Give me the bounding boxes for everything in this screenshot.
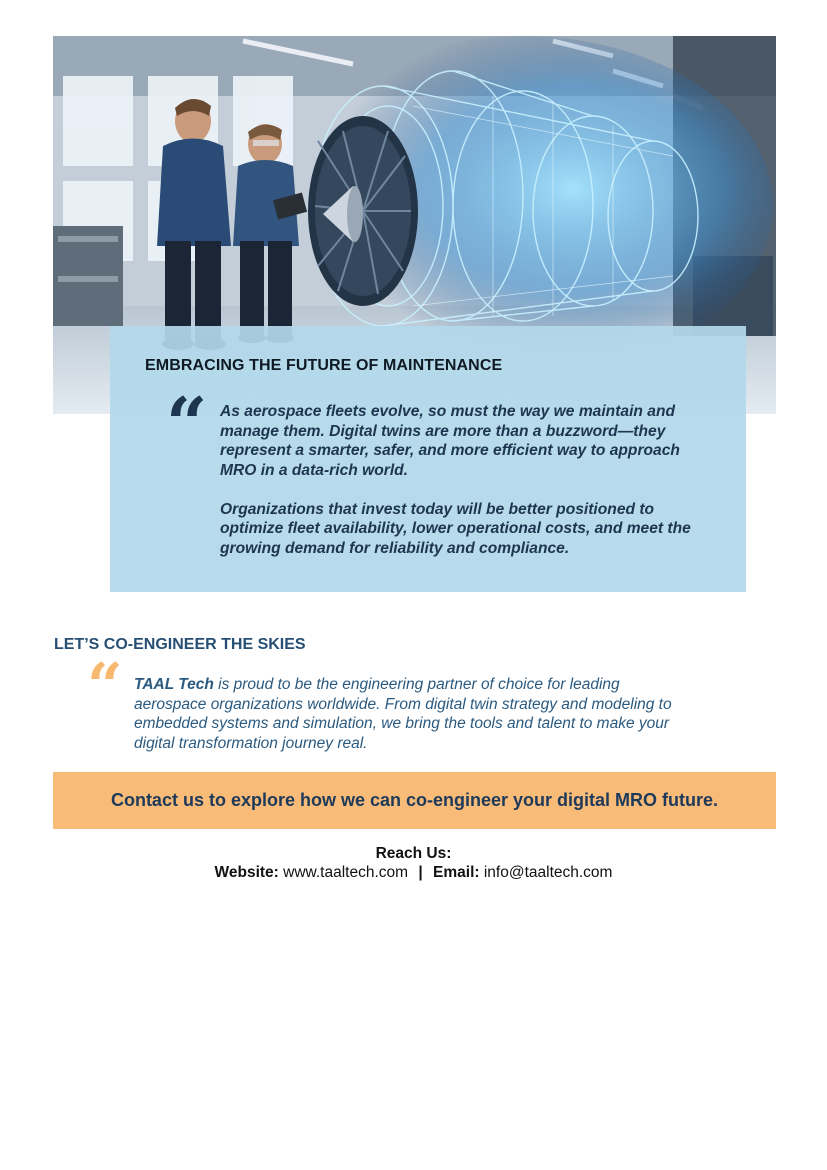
email-link[interactable]: info@taaltech.com <box>483 864 613 881</box>
co-engineer-body <box>134 675 694 753</box>
brand-name: TAAL Tech <box>134 676 214 693</box>
website-label: Website: <box>214 864 279 881</box>
contact-separator: | <box>418 864 423 881</box>
co-engineer-text: is proud to be the engineering partner of choice for leading aerospace organizations worldwide. From digital twin strategy and modeling to embedded systems and simulation, we bring the tools and talent to make your digital transformation journey real. <box>134 676 672 752</box>
cta-banner <box>53 772 776 829</box>
email-label: Email: <box>433 864 480 881</box>
contact-line <box>0 864 827 882</box>
co-engineer-title: LET’S CO-ENGINEER THE SKIES <box>54 636 306 653</box>
reach-us-heading: Reach Us: <box>375 845 452 862</box>
embrace-body <box>220 402 720 578</box>
quote-icon: “ <box>166 381 208 466</box>
quote-icon: “ <box>87 649 123 722</box>
embrace-panel <box>110 326 746 592</box>
cta-text: Contact us to explore how we can co-engineer your digital MRO future. <box>110 790 719 810</box>
embrace-title: EMBRACING THE FUTURE OF MAINTENANCE <box>145 357 503 374</box>
website-link[interactable]: www.taaltech.com <box>283 864 409 881</box>
embrace-paragraph: As aerospace fleets evolve, so must the way we maintain and manage them. Digital twins are more than a buzzword—they represent a smarter, safer, and more efficient way to approach MRO in a data-rich world. <box>220 403 680 479</box>
embrace-paragraph: Organizations that invest today will be better positioned to optimize fleet availability, lower operational costs, and meet the growing demand for reliability and compliance. <box>220 500 691 557</box>
